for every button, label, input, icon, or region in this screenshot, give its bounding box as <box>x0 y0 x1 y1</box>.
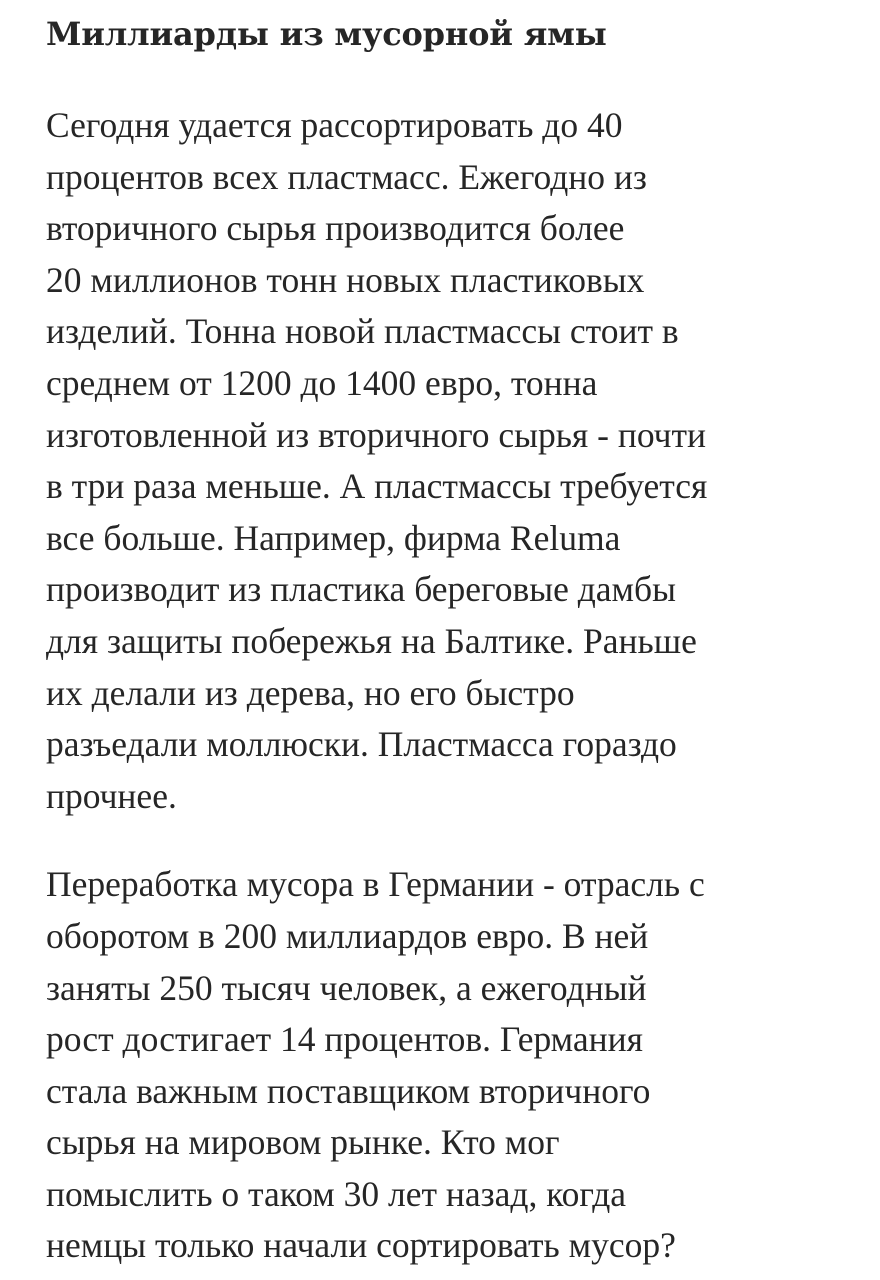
paragraph-line: все больше. Например, фирма Reluma <box>46 517 621 558</box>
paragraph-line: изделий. Тонна новой пластмассы стоит в <box>46 311 679 352</box>
article <box>46 0 846 1272</box>
article-paragraph-2 <box>46 859 846 1272</box>
paragraph-line: в три раза меньше. А пластмассы требуется <box>46 466 708 507</box>
paragraph-line: немцы только начали сортировать мусор? <box>46 1225 676 1266</box>
paragraph-line: для защиты побережья на Балтике. Раньше <box>46 620 697 661</box>
paragraph-line: вторичного сырья производится более <box>46 208 625 249</box>
paragraph-line: разъедали моллюски. Пластмасса гораздо <box>46 724 677 765</box>
paragraph-line: рост достигает 14 процентов. Германия <box>46 1019 643 1060</box>
paragraph-line: Переработка мусора в Германии - отрасль с <box>46 864 705 905</box>
paragraph-line: помыслить о таком 30 лет назад, когда <box>46 1173 627 1214</box>
paragraph-line: сырья на мировом рынке. Кто мог <box>46 1122 560 1163</box>
paragraph-line: производит из пластика береговые дамбы <box>46 569 676 610</box>
paragraph-line: Сегодня удается рассортировать до 40 <box>46 105 623 145</box>
paragraph-line: процентов всех пластмасс. Ежегодно из <box>46 156 647 197</box>
paragraph-line: их делали из дерева, но его быстро <box>46 672 575 713</box>
paragraph-line: оборотом в 200 миллиардов евро. В ней <box>46 915 649 956</box>
paragraph-line: прочнее. <box>46 775 177 816</box>
paragraph-line: 20 миллионов тонн новых пластиковых <box>46 259 645 300</box>
article-title: Миллиарды из мусорной ямы <box>46 15 607 53</box>
paragraph-line: стала важным поставщиком вторичного <box>46 1070 651 1111</box>
paragraph-line: среднем от 1200 до 1400 евро, тонна <box>46 362 598 403</box>
paragraph-line: изготовленной из вторичного сырья - почти <box>46 414 707 455</box>
paragraph-line: заняты 250 тысяч человек, а ежегодный <box>46 967 647 1008</box>
article-paragraph-1 <box>46 100 846 822</box>
